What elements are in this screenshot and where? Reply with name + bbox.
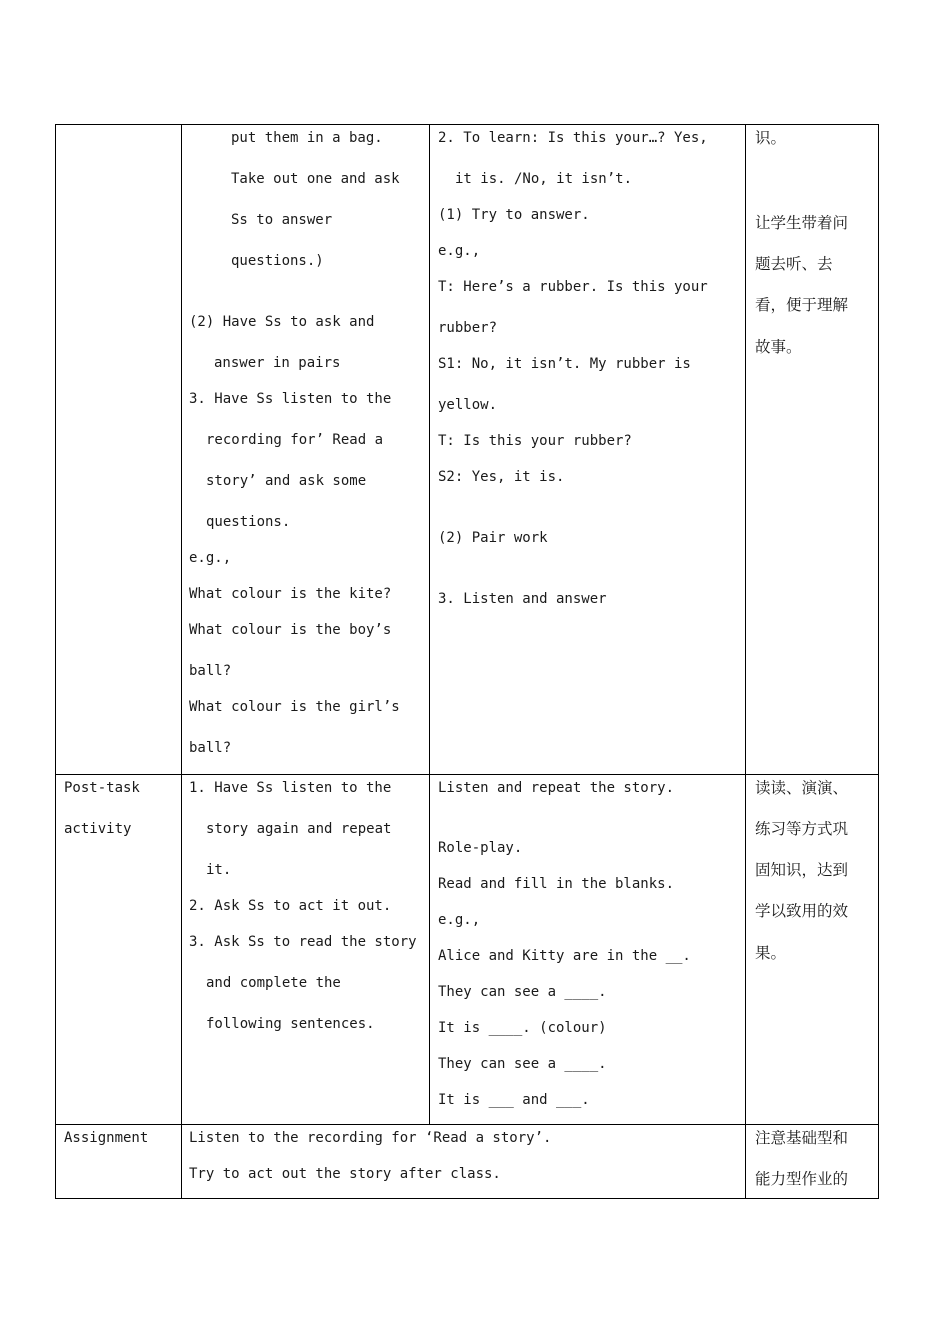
row2-stage-line: Post-task <box>64 780 140 796</box>
row1-student-line: 3. Listen and answer <box>438 591 607 607</box>
row1-teacher-line: questions. <box>206 514 291 530</box>
row1-teacher-line: What colour is the girl’s <box>189 699 400 715</box>
row2-teacher-line: 1. Have Ss listen to the <box>189 780 392 796</box>
row3-content-line: Try to act out the story after class. <box>189 1166 501 1182</box>
column-divider <box>181 125 182 1198</box>
row1-teacher-line: put them in a bag. <box>231 130 383 146</box>
row1-student-line: 2. To learn: Is this your…? Yes, <box>438 130 708 146</box>
row1-student-line: S2: Yes, it is. <box>438 469 565 485</box>
row3-purpose-line: 能力型作业的 <box>755 1170 849 1188</box>
row-divider <box>56 774 878 775</box>
row1-teacher-line: (2) Have Ss to ask and <box>189 314 375 330</box>
row1-teacher-line: Ss to answer <box>231 212 333 228</box>
row2-purpose-line: 学以致用的效 <box>755 902 849 920</box>
row1-teacher-line: ball? <box>189 740 232 756</box>
row1-teacher-line: 3. Have Ss listen to the <box>189 391 392 407</box>
row2-purpose-line: 练习等方式巩 <box>755 820 849 838</box>
row2-purpose-line: 固知识，达到 <box>755 861 849 879</box>
row1-student-line: T: Is this your rubber? <box>438 433 632 449</box>
column-divider <box>429 125 430 1124</box>
row1-student-line: it is. /No, it isn’t. <box>455 171 633 187</box>
row2-stage-line: activity <box>64 821 132 837</box>
row1-teacher-line: questions.) <box>231 253 324 269</box>
row1-student-line: T: Here’s a rubber. Is this your <box>438 279 708 295</box>
row2-student-line: It is ____. (colour) <box>438 1020 607 1036</box>
row2-purpose-line: 果。 <box>755 944 787 962</box>
row3-content-line: Listen to the recording for ‘Read a story’. <box>189 1130 552 1146</box>
row2-student-line: They can see a ____. <box>438 1056 607 1072</box>
row1-purpose-line: 题去听、去 <box>755 255 833 273</box>
row3-stage: Assignment <box>64 1130 149 1146</box>
row2-student-line: e.g., <box>438 912 481 928</box>
row1-student-line: rubber? <box>438 320 498 336</box>
row1-teacher-line: e.g., <box>189 550 232 566</box>
row1-teacher-line: story’ and ask some <box>206 473 367 489</box>
row-divider <box>56 1124 878 1125</box>
row1-teacher-line: What colour is the boy’s <box>189 622 392 638</box>
row1-student-line: (1) Try to answer. <box>438 207 590 223</box>
column-divider <box>745 125 746 1198</box>
row1-student-line: S1: No, it isn’t. My rubber is <box>438 356 691 372</box>
row2-teacher-line: story again and repeat <box>206 821 392 837</box>
row1-purpose-line: 故事。 <box>755 338 802 356</box>
row1-student-line: yellow. <box>438 397 498 413</box>
row2-teacher-line: 3. Ask Ss to read the story <box>189 934 417 950</box>
row1-teacher-line: What colour is the kite? <box>189 586 392 602</box>
row1-teacher-line: Take out one and ask <box>231 171 400 187</box>
row2-teacher-line: it. <box>206 862 232 878</box>
row1-purpose-line: 识。 <box>755 129 787 147</box>
row1-teacher-line: answer in pairs <box>214 355 341 371</box>
row2-student-line: Read and fill in the blanks. <box>438 876 675 892</box>
row2-student-line: Alice and Kitty are in the __. <box>438 948 691 964</box>
row1-purpose-line: 让学生带着问 <box>755 214 849 232</box>
row2-student-line: Listen and repeat the story. <box>438 780 675 796</box>
row2-purpose-line: 读读、演演、 <box>755 779 849 797</box>
row2-teacher-line: following sentences. <box>206 1016 375 1032</box>
row2-student-line: Role-play. <box>438 840 523 856</box>
row1-student-line: e.g., <box>438 243 481 259</box>
row2-teacher-line: 2. Ask Ss to act it out. <box>189 898 392 914</box>
row1-teacher-line: ball? <box>189 663 232 679</box>
row2-student-line: They can see a ____. <box>438 984 607 1000</box>
row3-purpose-line: 注意基础型和 <box>755 1129 849 1147</box>
row1-student-line: (2) Pair work <box>438 530 548 546</box>
row1-teacher-line: recording for’ Read a <box>206 432 384 448</box>
row2-teacher-line: and complete the <box>206 975 341 991</box>
row1-purpose-line: 看，便于理解 <box>755 296 849 314</box>
row2-student-line: It is ___ and ___. <box>438 1092 590 1108</box>
